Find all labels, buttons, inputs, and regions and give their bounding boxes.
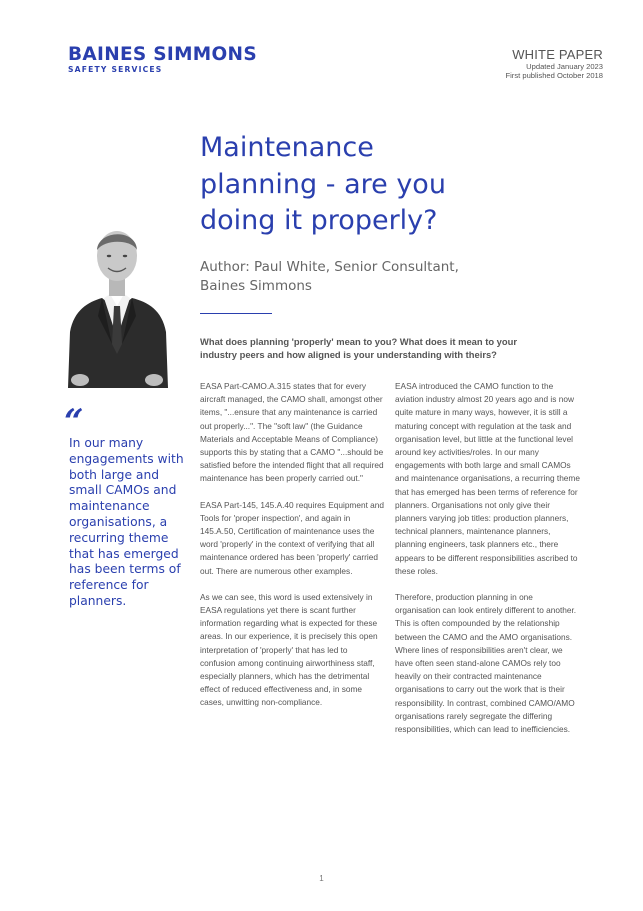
body-paragraph: EASA Part-145, 145.A.40 requires Equipment and Tools for 'proper inspection', and again in 145.A.50, Certification of maintenance uses the word 'properly' in the context of verifying that all maintenance ordered has been 'properly' carried out. There are numerous other examples. bbox=[200, 499, 385, 576]
body-paragraph: Therefore, production planning in one organisation can look entirely different to another. This is often compounded by the relationship between the CAMO and the AMO organisations. Where lines of responsibilities aren't clear, we have often seen stand-alone CAMOs rely too heavily on their contracted maintenance organisations to carry out the work that is their responsibility. In contrast, combined CAMO/AMO organisations rarely segregate the differing responsibilities, which can lead to inefficiencies. bbox=[395, 592, 577, 735]
logo-subtitle: SAFETY SERVICES bbox=[68, 65, 163, 74]
first-published-date: First published October 2018 bbox=[505, 71, 603, 80]
body-paragraph: As we can see, this word is used extensively in EASA regulations yet there is scant further information regarding what is expected for these areas. In our experience, it is precisely this open interpretation of 'properly' that has led to confusion among continuing airworthiness staff, especially planners, which has the detrimental effect of reduced effectiveness and, in some cases, unwitting non-compliance. bbox=[200, 591, 378, 708]
title-line: doing it properly? bbox=[200, 205, 438, 236]
author-byline bbox=[200, 258, 560, 296]
title-divider bbox=[200, 313, 272, 314]
intro-line: industry peers and how aligned is your understanding with theirs? bbox=[200, 349, 497, 360]
updated-date: Updated January 2023 bbox=[526, 62, 603, 71]
document-type: WHITE PAPER bbox=[512, 47, 603, 62]
body-paragraph: EASA introduced the CAMO function to the aviation industry almost 20 years ago and is now quite mature in many ways, however, it is still a maturing concept with regulation at the task and organisation level, but little at the functional level around key activities/roles. In our many engagements with both large and small CAMOs and maintenance organisations, a recurring theme that has emerged has been terms of reference for planners. Organisations not only give their planners varying job titles: production planners, technical planners, maintenance planners, planning engineers, task planners etc., there appears to be different responsibilities ascribed to these roles. bbox=[395, 381, 580, 576]
title-line: Maintenance bbox=[200, 132, 374, 163]
quote-mark-icon: “ bbox=[64, 402, 84, 442]
intro-line: What does planning 'properly' mean to you? What does it mean to your bbox=[200, 336, 517, 347]
author-photo bbox=[62, 214, 172, 388]
intro-question bbox=[200, 335, 540, 361]
article-column-left bbox=[200, 380, 385, 723]
page-number: 1 bbox=[319, 874, 324, 883]
pull-quote: In our many engagements with both large and small CAMOs and maintenance organisations, a recurring theme that has emerged has been terms of reference for planners. bbox=[69, 436, 184, 608]
title-line: planning - are you bbox=[200, 168, 446, 200]
author-line: Baines Simmons bbox=[200, 278, 312, 294]
author-line: Author: Paul White, Senior Consultant, bbox=[200, 259, 459, 275]
logo-name: BAINES SIMMONS bbox=[68, 44, 257, 65]
article-column-right bbox=[395, 380, 580, 749]
company-logo bbox=[68, 45, 257, 74]
article-title bbox=[200, 130, 560, 240]
document-meta bbox=[505, 47, 603, 80]
body-paragraph: EASA Part-CAMO.A.315 states that for every aircraft managed, the CAMO shall, amongst other items, "...ensure that any maintenance is carried out properly...". The "soft law" (the Guidance Materials and Acceptable Means of Compliance) supports this by stating that a CAMO "...should be satisfied before the intended flight that all required maintenance has been properly carried out." bbox=[200, 381, 384, 484]
